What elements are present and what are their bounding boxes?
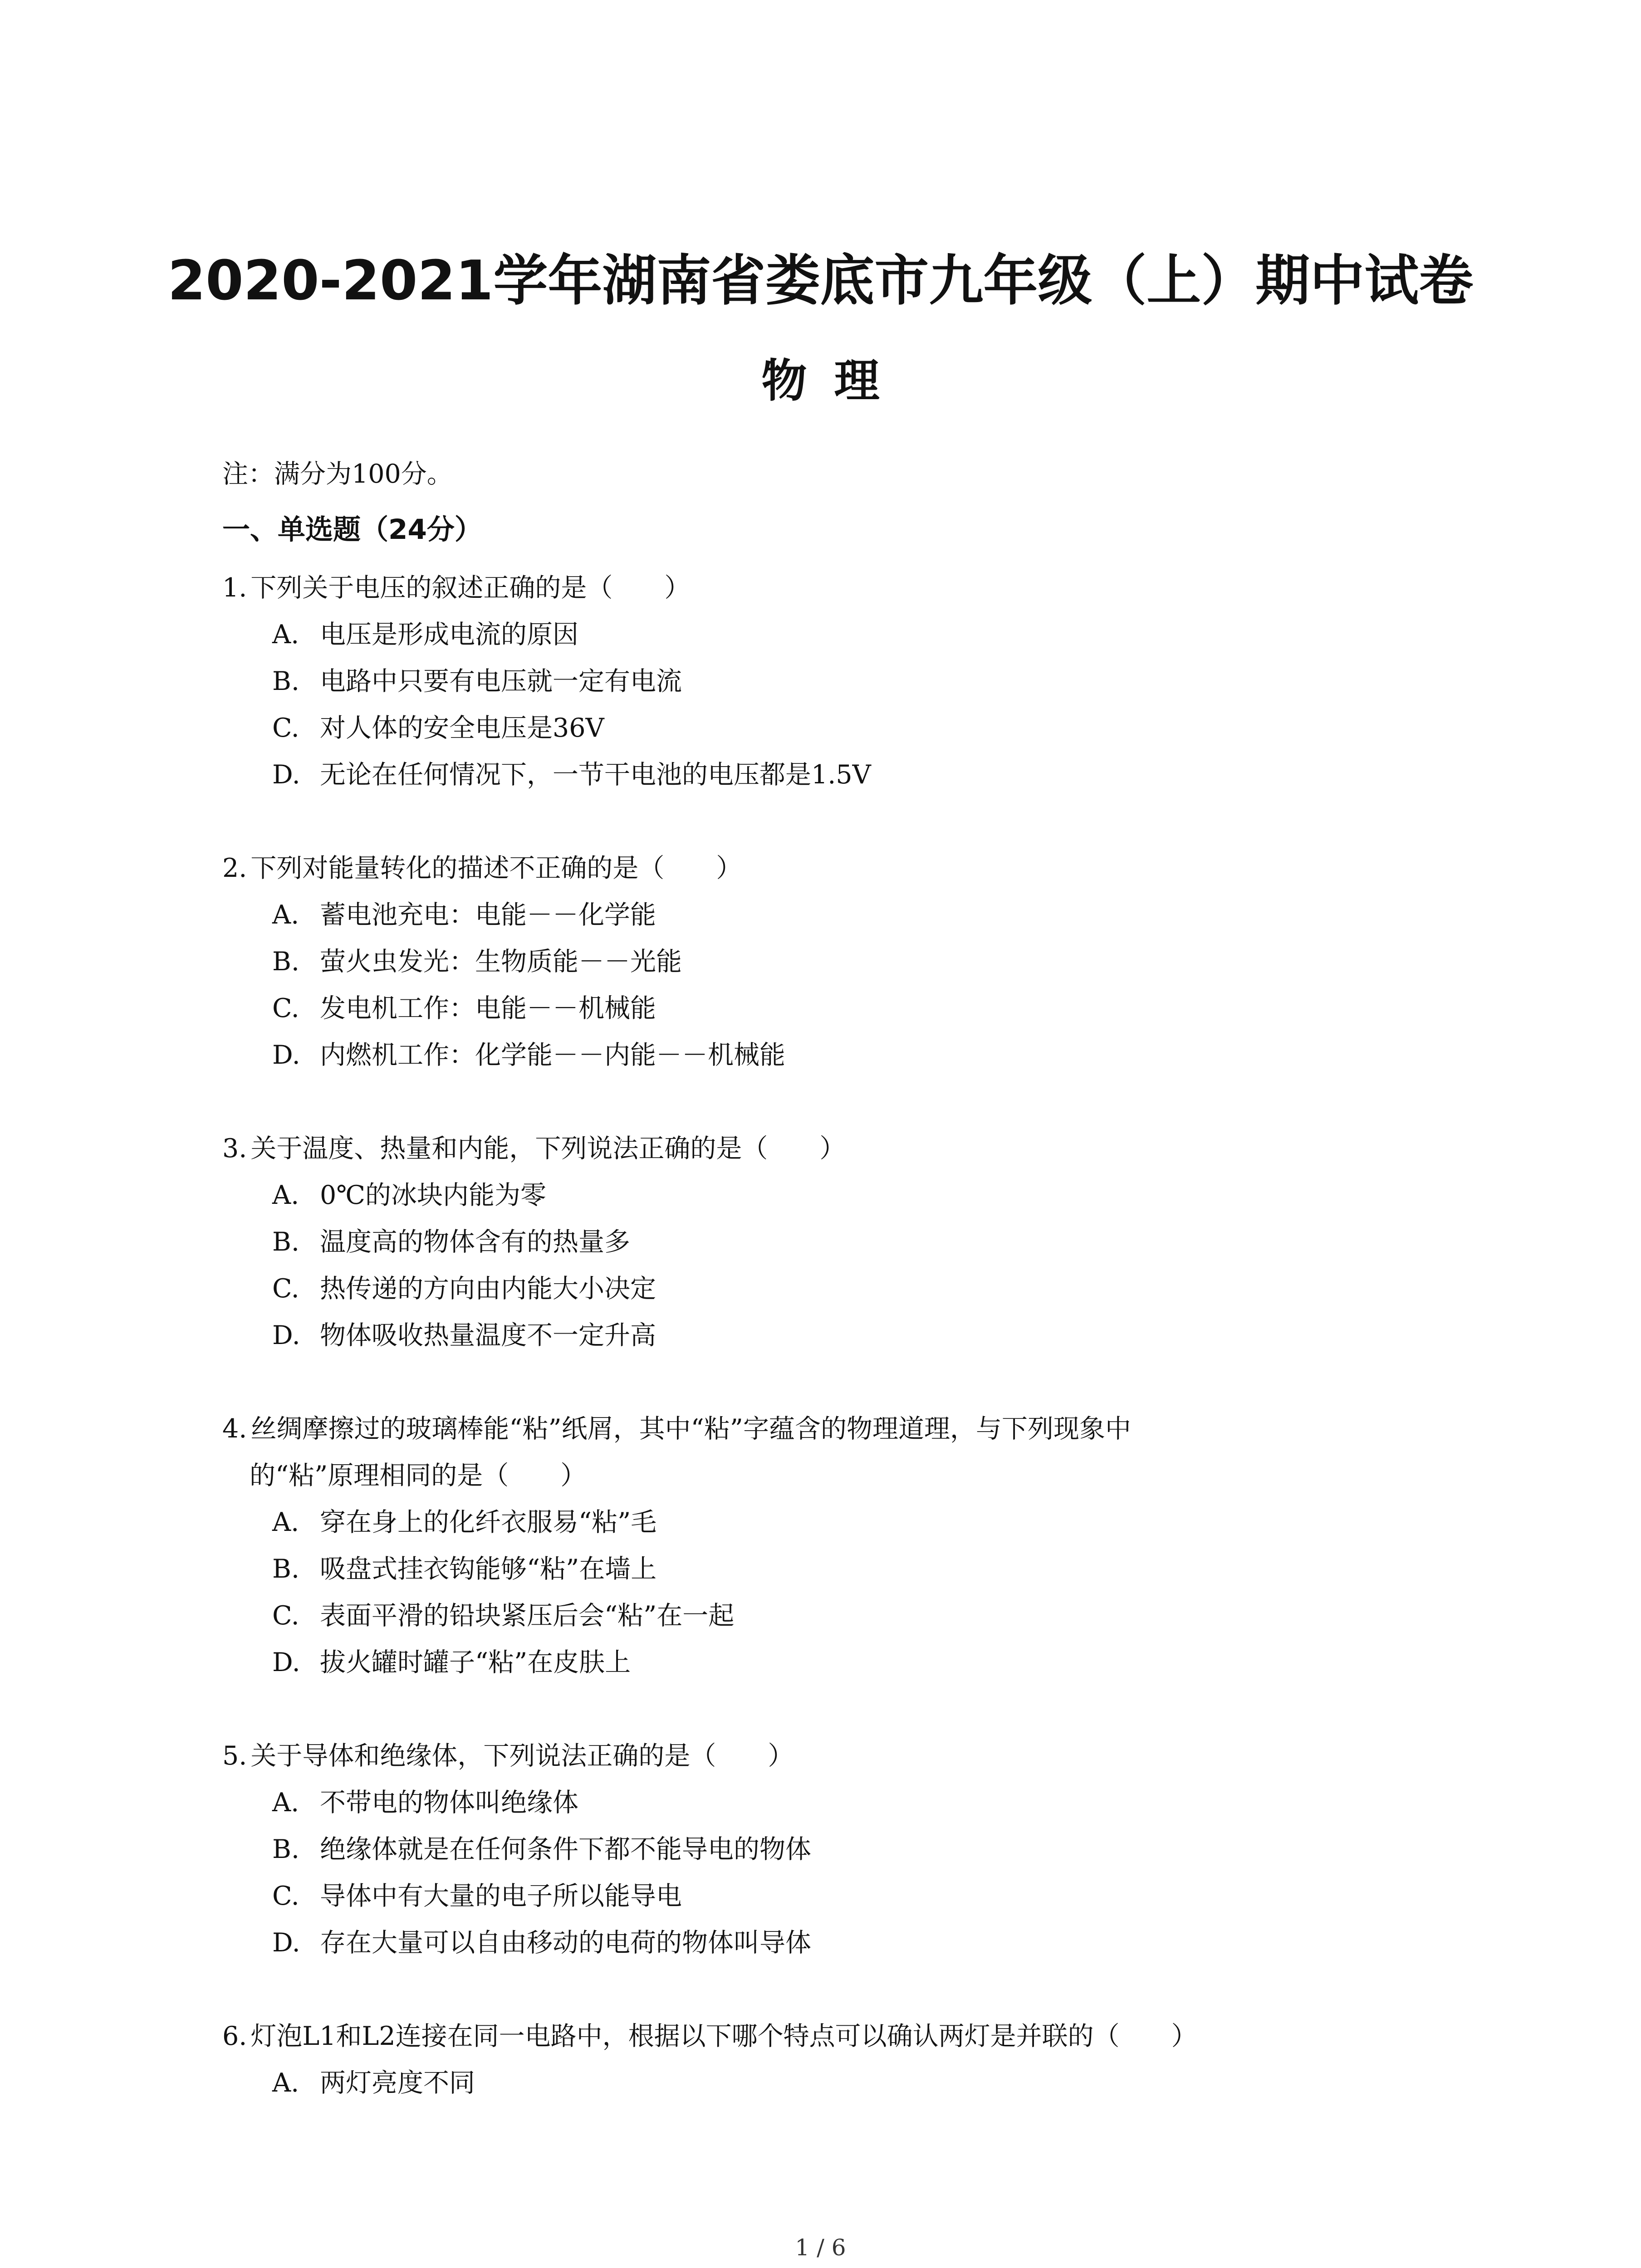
option-label: C.: [272, 1601, 299, 1631]
question-number: 4.: [222, 1414, 247, 1444]
subject-title: 物理: [761, 354, 907, 407]
option-text: 穿在身上的化纤衣服易“粘”毛: [320, 1507, 657, 1537]
question-text: 关于导体和绝缘体，下列说法正确的是（ ）: [250, 1741, 794, 1771]
option-text: 两灯亮度不同: [320, 2068, 475, 2098]
option-text: 表面平滑的铅块紧压后会“粘”在一起: [320, 1601, 735, 1631]
question-number: 6.: [222, 2021, 247, 2051]
option-label: A.: [272, 2068, 299, 2098]
option-label: D.: [272, 1320, 300, 1350]
answer-option: [222, 705, 1429, 752]
answer-option: [222, 1873, 1429, 1920]
question-stem: [222, 1733, 1429, 1779]
option-label: D.: [272, 1928, 300, 1958]
answer-option: [222, 1312, 1429, 1359]
question-text: 关于温度、热量和内能，下列说法正确的是（ ）: [250, 1134, 846, 1163]
answer-option: [222, 1593, 1429, 1639]
question-stem: [222, 565, 1429, 611]
question-number: 1.: [222, 573, 247, 603]
option-label: B.: [272, 947, 300, 977]
answer-option: [222, 1266, 1429, 1312]
answer-option: [222, 752, 1429, 798]
option-text: 电压是形成电流的原因: [320, 620, 578, 650]
question-stem: [222, 1406, 1429, 1452]
option-label: C.: [272, 993, 299, 1023]
answer-option: [222, 1779, 1429, 1826]
option-label: A.: [272, 620, 299, 650]
question-stem: [222, 2013, 1429, 2060]
answer-option: [222, 892, 1429, 938]
option-text: 发电机工作：电能－－机械能: [320, 993, 656, 1023]
answer-option: [222, 1219, 1429, 1266]
answer-option: [222, 1172, 1429, 1219]
option-text: 导体中有大量的电子所以能导电: [320, 1881, 682, 1911]
option-text: 拔火罐时罐子“粘”在皮肤上: [320, 1647, 631, 1677]
option-text: 物体吸收热量温度不一定升高: [320, 1320, 656, 1350]
question-number: 3.: [222, 1134, 247, 1163]
answer-option: [222, 2060, 1429, 2107]
question-item: [222, 565, 1429, 798]
question-text: 下列关于电压的叙述正确的是（ ）: [250, 573, 691, 603]
question-item: [222, 1406, 1429, 1686]
section-heading: 一、单选题（24分）: [222, 513, 482, 546]
option-text: 蓄电池充电：电能－－化学能: [320, 900, 656, 930]
answer-option: [222, 1920, 1429, 1966]
answer-option: [222, 1032, 1429, 1079]
answer-option: [222, 1826, 1429, 1873]
option-text: 无论在任何情况下，一节干电池的电压都是1.5V: [320, 760, 871, 790]
question-text: 灯泡L1和L2连接在同一电路中，根据以下哪个特点可以确认两灯是并联的（ ）: [250, 2021, 1197, 2051]
option-text: 对人体的安全电压是36V: [320, 713, 604, 743]
option-label: C.: [272, 1881, 299, 1911]
option-label: C.: [272, 1274, 299, 1304]
question-stem-continued: [222, 1452, 1429, 1499]
option-text: 萤火虫发光：生物质能－－光能: [320, 947, 682, 977]
question-item: [222, 1125, 1429, 1359]
option-label: B.: [272, 666, 300, 696]
option-text: 吸盘式挂衣钩能够“粘”在墙上: [320, 1554, 657, 1584]
option-text: 0℃的冰块内能为零: [320, 1180, 547, 1210]
answer-option: [222, 1546, 1429, 1593]
answer-option: [222, 658, 1429, 705]
option-text: 温度高的物体含有的热量多: [320, 1227, 630, 1257]
answer-option: [222, 938, 1429, 985]
option-label: B.: [272, 1227, 300, 1257]
option-label: D.: [272, 1040, 300, 1070]
option-text: 存在大量可以自由移动的电荷的物体叫导体: [320, 1928, 811, 1958]
question-text: 下列对能量转化的描述不正确的是（ ）: [250, 853, 742, 883]
option-label: C.: [272, 713, 299, 743]
question-stem: [222, 1125, 1429, 1172]
question-number: 2.: [222, 853, 247, 883]
option-text: 热传递的方向由内能大小决定: [320, 1274, 656, 1304]
answer-option: [222, 1499, 1429, 1546]
question-list: [222, 565, 1429, 2153]
question-item: [222, 2013, 1429, 2107]
question-text: 的“粘”原理相同的是（ ）: [250, 1461, 587, 1491]
option-label: A.: [272, 1507, 299, 1537]
option-text: 电路中只要有电压就一定有电流: [320, 666, 682, 696]
question-item: [222, 1733, 1429, 1966]
option-label: A.: [272, 1788, 299, 1818]
option-text: 绝缘体就是在任何条件下都不能导电的物体: [320, 1834, 811, 1864]
question-text: 丝绸摩擦过的玻璃棒能“粘”纸屑，其中“粘”字蕴含的物理道理，与下列现象中: [250, 1414, 1131, 1444]
option-label: A.: [272, 1180, 299, 1210]
answer-option: [222, 985, 1429, 1032]
exam-title: 2020-2021学年湖南省娄底市九年级（上）期中试卷: [167, 249, 1474, 313]
question-stem: [222, 845, 1429, 892]
option-label: B.: [272, 1834, 300, 1864]
answer-option: [222, 611, 1429, 658]
option-text: 不带电的物体叫绝缘体: [320, 1788, 578, 1818]
page-indicator: 1 / 6: [795, 2234, 846, 2261]
option-label: D.: [272, 760, 300, 790]
option-label: D.: [272, 1647, 300, 1677]
question-item: [222, 845, 1429, 1079]
score-note: 注：满分为100分。: [222, 459, 453, 489]
option-text: 内燃机工作：化学能－－内能－－机械能: [320, 1040, 785, 1070]
question-number: 5.: [222, 1741, 247, 1771]
option-label: A.: [272, 900, 299, 930]
answer-option: [222, 1639, 1429, 1686]
option-label: B.: [272, 1554, 300, 1584]
